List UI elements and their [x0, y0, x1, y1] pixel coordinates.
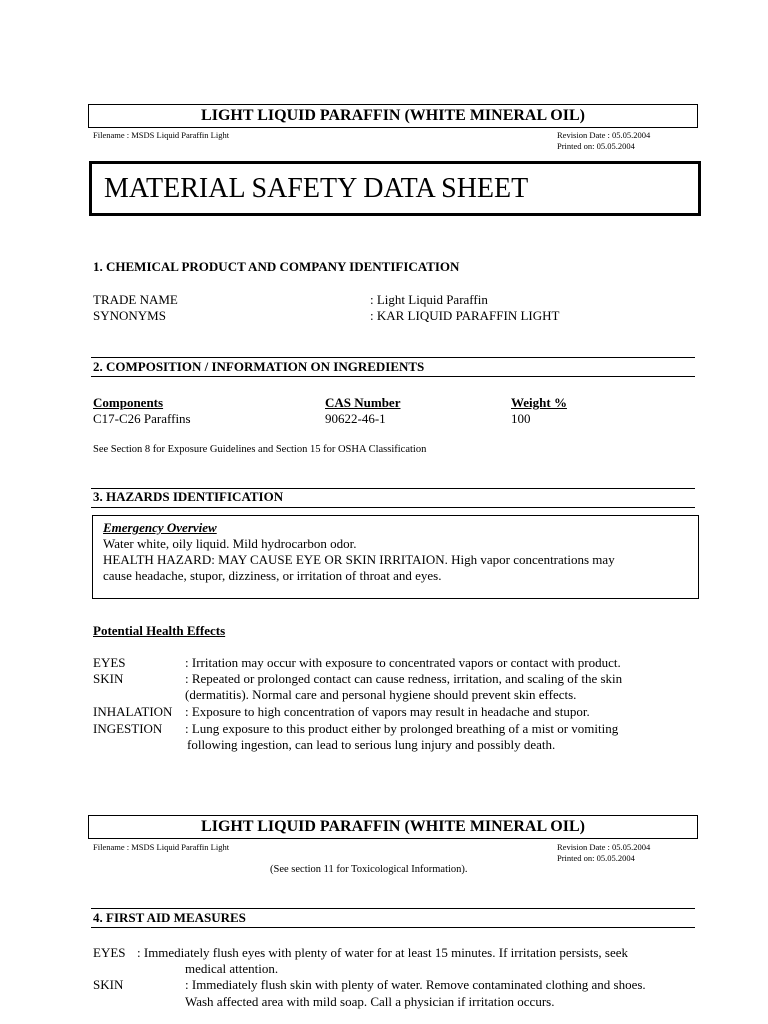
firstaid-text-eyes-cont: medical attention. [185, 961, 279, 976]
section3-heading: 3. HAZARDS IDENTIFICATION [93, 489, 284, 504]
page-header-title: LIGHT LIQUID PARAFFIN (WHITE MINERAL OIL) [88, 104, 698, 128]
section2-note: See Section 8 for Exposure Guidelines and Section 15 for OSHA Classification [93, 444, 427, 455]
effect-label-inhalation: INHALATION [93, 704, 173, 719]
synonyms-value: : KAR LIQUID PARAFFIN LIGHT [370, 308, 560, 323]
effect-text-ingestion-cont: following ingestion, can lead to serious lung injury and possibly death. [187, 737, 556, 752]
effect-text-inhalation: : Exposure to high concentration of vapors may result in headache and stupor. [185, 704, 590, 719]
divider [91, 927, 695, 928]
revision-date: Revision Date : 05.05.2004 [557, 130, 651, 140]
effect-text-skin-cont: (dermatitis). Normal care and personal hygiene should prevent skin effects. [185, 687, 577, 702]
emergency-overview-box [92, 515, 699, 599]
overview-line: cause headache, stupor, dizziness, or irritation of throat and eyes. [103, 568, 442, 583]
printed-on: Printed on: 05.05.2004 [557, 141, 635, 151]
section2-heading: 2. COMPOSITION / INFORMATION ON INGREDIENTS [93, 359, 425, 374]
divider [91, 908, 695, 909]
divider [91, 507, 695, 508]
component-name: C17-C26 Paraffins [93, 411, 191, 426]
col-weight: Weight % [511, 395, 567, 410]
trade-name-label: TRADE NAME [93, 292, 178, 307]
section1-heading: 1. CHEMICAL PRODUCT AND COMPANY IDENTIFICATION [93, 259, 460, 274]
effect-text-skin: : Repeated or prolonged contact can cause redness, irritation, and scaling of the skin [185, 671, 623, 686]
effect-label-eyes: EYES [93, 655, 126, 670]
overview-line: Water white, oily liquid. Mild hydrocarbon odor. [103, 536, 357, 551]
revision-date: Revision Date : 05.05.2004 [557, 842, 651, 852]
toxicology-note: (See section 11 for Toxicological Information). [270, 864, 468, 875]
divider [91, 376, 695, 377]
firstaid-text-skin-cont: Wash affected area with mild soap. Call a physician if irritation occurs. [185, 994, 555, 1009]
col-cas-number: CAS Number [325, 395, 401, 410]
synonyms-label: SYNONYMS [93, 308, 166, 323]
filename-text: Filename : MSDS Liquid Paraffin Light [93, 130, 230, 140]
firstaid-label-eyes: EYES [93, 945, 126, 960]
firstaid-text-eyes: : Immediately flush eyes with plenty of water for at least 15 minutes. If irritation persists, seek [137, 945, 628, 960]
component-cas: 90622-46-1 [325, 411, 386, 426]
firstaid-label-skin: SKIN [93, 977, 124, 992]
printed-on: Printed on: 05.05.2004 [557, 853, 635, 863]
document-title: MATERIAL SAFETY DATA SHEET [89, 161, 701, 216]
divider [91, 357, 695, 358]
effect-text-eyes: : Irritation may occur with exposure to concentrated vapors or contact with product. [185, 655, 621, 670]
overview-line: HEALTH HAZARD: MAY CAUSE EYE OR SKIN IRRITAION. High vapor concentrations may [103, 552, 615, 567]
effect-label-ingestion: INGESTION [93, 721, 163, 736]
page-header-title: LIGHT LIQUID PARAFFIN (WHITE MINERAL OIL) [88, 815, 698, 839]
effect-label-skin: SKIN [93, 671, 124, 686]
firstaid-text-skin: : Immediately flush skin with plenty of water. Remove contaminated clothing and shoes. [185, 977, 646, 992]
effect-text-ingestion: : Lung exposure to this product either by prolonged breathing of a mist or vomiting [185, 721, 619, 736]
potential-health-effects-title: Potential Health Effects [93, 623, 226, 638]
trade-name-value: : Light Liquid Paraffin [370, 292, 488, 307]
col-components: Components [93, 395, 164, 410]
section4-heading: 4. FIRST AID MEASURES [93, 910, 246, 925]
filename-text: Filename : MSDS Liquid Paraffin Light [93, 842, 230, 852]
emergency-overview-title: Emergency Overview [103, 520, 217, 535]
component-weight: 100 [511, 411, 531, 426]
